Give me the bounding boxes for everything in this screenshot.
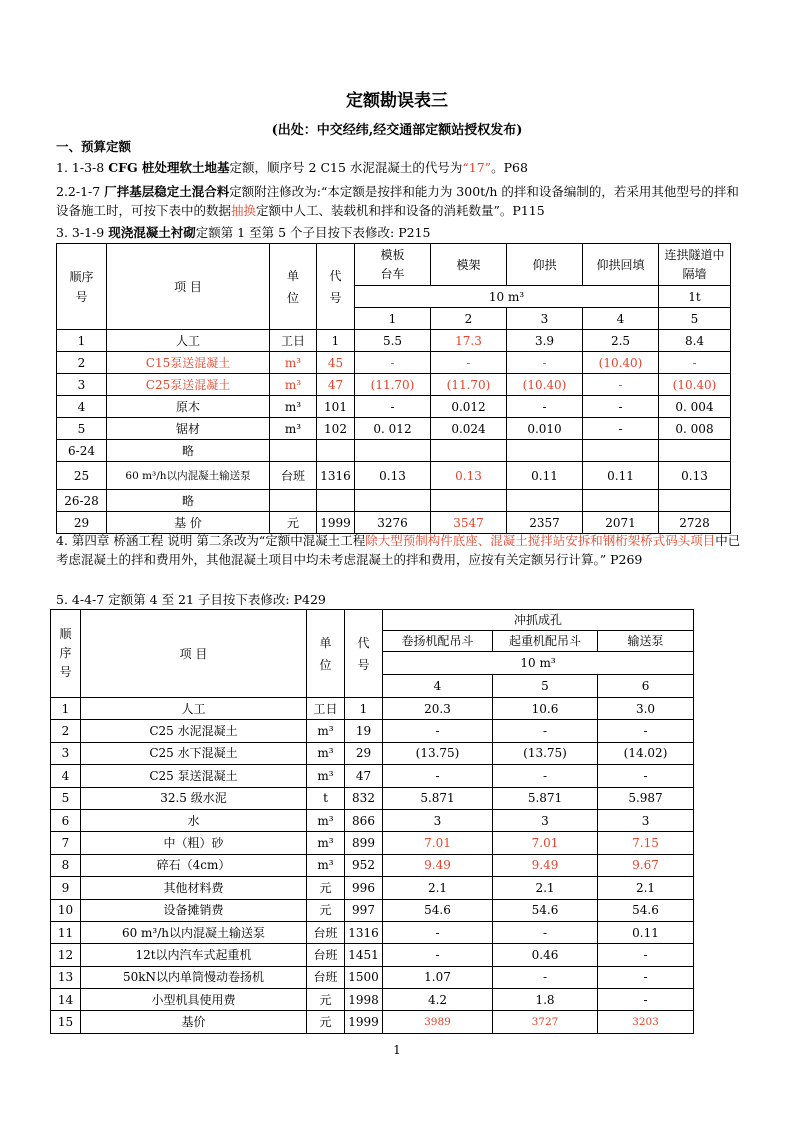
cell-code: 1451 <box>345 944 383 966</box>
cell-unit: m³ <box>307 854 345 876</box>
t1-header-seq: 顺序号 <box>57 244 107 330</box>
table-row <box>51 989 694 1011</box>
cell-item: C25泵送混凝土 <box>107 374 270 396</box>
table-row <box>57 440 731 462</box>
cell-value <box>659 490 731 512</box>
page-number: 1 <box>393 1043 401 1057</box>
cell-code: 1999 <box>317 512 355 534</box>
t1-header-num-2: 2 <box>431 308 507 330</box>
item-1-number: 1. 1-3-8 <box>56 160 109 175</box>
table-row <box>51 877 694 899</box>
t1-header-num-5: 5 <box>659 308 731 330</box>
t2-header-num-3: 6 <box>598 675 694 698</box>
cell-seq: 2 <box>51 720 81 742</box>
table-row <box>51 720 694 742</box>
cell-value <box>355 490 431 512</box>
cell-value: 9.49 <box>383 854 493 876</box>
cell-value <box>583 490 659 512</box>
cell-value: 2071 <box>583 512 659 534</box>
item-3-subject: 现浇混凝土衬砌 <box>108 225 196 240</box>
table-grab-drilling <box>50 609 694 1034</box>
cell-seq: 13 <box>51 966 81 988</box>
cell-value: 3989 <box>383 1011 493 1033</box>
cell-value: 0. 004 <box>659 396 731 418</box>
t2-header-num-2: 5 <box>493 675 598 698</box>
cell-item: 锯材 <box>107 418 270 440</box>
t2-header-col-2: 起重机配吊斗 <box>493 631 598 652</box>
cell-code: 832 <box>345 787 383 809</box>
cell-value: - <box>659 352 731 374</box>
cell-unit: m³ <box>270 396 317 418</box>
t2-header-unit-a: 10 m³ <box>383 652 694 675</box>
t2-header-col-1: 卷扬机配吊斗 <box>383 631 493 652</box>
cell-seq: 15 <box>51 1011 81 1033</box>
cell-unit: m³ <box>307 765 345 787</box>
cell-value: (13.75) <box>493 742 598 764</box>
cell-unit: m³ <box>270 352 317 374</box>
t1-header-unit-b: 1t <box>659 286 731 308</box>
cell-unit: 台班 <box>307 966 345 988</box>
cell-code: 101 <box>317 396 355 418</box>
cell-code: 952 <box>345 854 383 876</box>
cell-seq: 8 <box>51 854 81 876</box>
cell-value: 0.13 <box>659 462 731 490</box>
cell-code: 1999 <box>345 1011 383 1033</box>
item-2 <box>56 182 746 220</box>
cell-seq: 3 <box>57 374 107 396</box>
cell-value: - <box>431 352 507 374</box>
cell-item: 60 m³/h以内混凝土输送泵 <box>107 462 270 490</box>
cell-seq: 29 <box>57 512 107 534</box>
cell-value: 0. 012 <box>355 418 431 440</box>
cell-value: - <box>383 720 493 742</box>
cell-unit: 台班 <box>307 944 345 966</box>
cell-value: (10.40) <box>507 374 583 396</box>
cell-unit: 工日 <box>307 698 345 720</box>
cell-code: 1500 <box>345 966 383 988</box>
table-row <box>57 490 731 512</box>
cell-item: 中（粗）砂 <box>81 832 307 854</box>
cell-value: - <box>493 966 598 988</box>
cell-seq: 5 <box>51 787 81 809</box>
t1-header-col-3: 仰拱 <box>507 244 583 286</box>
cell-seq: 3 <box>51 742 81 764</box>
item-3-number: 3. 3-1-9 <box>56 225 109 240</box>
t2-header-seq: 顺序号 <box>51 610 81 698</box>
cell-value: 3727 <box>493 1011 598 1033</box>
cell-seq: 6 <box>51 809 81 831</box>
cell-unit: 台班 <box>270 462 317 490</box>
table-row <box>51 809 694 831</box>
cell-seq: 4 <box>51 765 81 787</box>
cell-value: - <box>507 396 583 418</box>
cell-value: 0.11 <box>598 921 694 943</box>
cell-value <box>355 440 431 462</box>
cell-value: 3547 <box>431 512 507 534</box>
cell-item: 略 <box>107 490 270 512</box>
cell-value: 2.1 <box>383 877 493 899</box>
cell-value: 9.49 <box>493 854 598 876</box>
cell-value: - <box>493 921 598 943</box>
cell-value: 0.11 <box>583 462 659 490</box>
cell-value: - <box>355 352 431 374</box>
table-row <box>57 462 731 490</box>
cell-value: 0.46 <box>493 944 598 966</box>
cell-unit: 工日 <box>270 330 317 352</box>
cell-seq: 10 <box>51 899 81 921</box>
item-2-number: 2.2-1-7 <box>56 184 105 199</box>
cell-value <box>431 490 507 512</box>
cell-seq: 5 <box>57 418 107 440</box>
cell-value <box>431 440 507 462</box>
cell-seq: 7 <box>51 832 81 854</box>
cell-seq: 25 <box>57 462 107 490</box>
cell-unit: m³ <box>307 720 345 742</box>
cell-value: 5.5 <box>355 330 431 352</box>
cell-value: 0.13 <box>431 462 507 490</box>
cell-item: 12t以内汽车式起重机 <box>81 944 307 966</box>
cell-item: C25 泵送混凝土 <box>81 765 307 787</box>
cell-code: 47 <box>345 765 383 787</box>
table-row <box>51 787 694 809</box>
cell-unit: 元 <box>307 877 345 899</box>
cell-value <box>507 440 583 462</box>
table-row <box>51 854 694 876</box>
cell-value: - <box>583 374 659 396</box>
cell-seq: 9 <box>51 877 81 899</box>
cell-value: 0.010 <box>507 418 583 440</box>
item-3 <box>56 223 746 242</box>
item-1-subject: CFG 桩处理软土地基 <box>108 160 230 175</box>
section-heading: 一、预算定额 <box>56 139 132 154</box>
cell-value: 3 <box>598 809 694 831</box>
cell-value: - <box>383 921 493 943</box>
cell-value: 0. 008 <box>659 418 731 440</box>
cell-value: (11.70) <box>431 374 507 396</box>
t1-header-num-4: 4 <box>583 308 659 330</box>
cell-unit: 元 <box>270 512 317 534</box>
item-4 <box>56 531 746 569</box>
cell-item: 基 价 <box>107 512 270 534</box>
cell-item: 原木 <box>107 396 270 418</box>
table-row <box>57 418 731 440</box>
cell-value: - <box>383 944 493 966</box>
cell-item: 碎石（4cm） <box>81 854 307 876</box>
t2-header-code: 代号 <box>345 610 383 698</box>
cell-value: - <box>493 720 598 742</box>
cell-value: 2728 <box>659 512 731 534</box>
cell-code: 866 <box>345 809 383 831</box>
table-row <box>51 966 694 988</box>
t2-header-num-1: 4 <box>383 675 493 698</box>
table-row <box>57 374 731 396</box>
table-row <box>51 921 694 943</box>
cell-code: 1 <box>317 330 355 352</box>
cell-seq: 14 <box>51 989 81 1011</box>
cell-value <box>507 490 583 512</box>
cell-value: 54.6 <box>598 899 694 921</box>
cell-unit: m³ <box>307 832 345 854</box>
cell-value: 3.9 <box>507 330 583 352</box>
cell-code: 899 <box>345 832 383 854</box>
cell-value: 1.07 <box>383 966 493 988</box>
cell-code: 1998 <box>345 989 383 1011</box>
cell-code: 1316 <box>317 462 355 490</box>
t2-header-group: 冲抓成孔 <box>383 610 694 631</box>
cell-code: 997 <box>345 899 383 921</box>
cell-item: 60 m³/h以内混凝土输送泵 <box>81 921 307 943</box>
table-row <box>51 1011 694 1033</box>
item-2-tail: 定额中人工、装载机和拌和设备的消耗数量”。P115 <box>256 203 545 218</box>
cell-value: (14.02) <box>598 742 694 764</box>
item-1 <box>56 158 746 177</box>
cell-item: 设备摊销费 <box>81 899 307 921</box>
item-2-text: 定额附注修改为:“本定额是按拌和能力为 300t/h 的拌和设备编制的，若采用其他型号的拌和设备施工时，可按下表中的数据 <box>56 184 739 218</box>
cell-value: - <box>383 765 493 787</box>
cell-seq: 26-28 <box>57 490 107 512</box>
t1-header-num-3: 3 <box>507 308 583 330</box>
cell-value: 2357 <box>507 512 583 534</box>
cell-value: - <box>598 765 694 787</box>
item-4-tail: 中已考虑混凝土的拌和费用外，其他混凝土项目中均未考虑混凝土的拌和费用，应按有关定额另行计算。” P269 <box>56 533 741 567</box>
cell-item: C25 水泥混凝土 <box>81 720 307 742</box>
cell-unit: 台班 <box>307 921 345 943</box>
table-row <box>51 765 694 787</box>
cell-code: 1316 <box>345 921 383 943</box>
table-row <box>57 330 731 352</box>
page-title: 定额勘误表三 <box>346 91 448 111</box>
table-row <box>51 899 694 921</box>
cell-value: 7.01 <box>383 832 493 854</box>
cell-code: 19 <box>345 720 383 742</box>
cell-item: C15泵送混凝土 <box>107 352 270 374</box>
t1-header-col-4: 仰拱回填 <box>583 244 659 286</box>
cell-item: C25 水下混凝土 <box>81 742 307 764</box>
cell-item: 人工 <box>81 698 307 720</box>
t1-header-col-5: 连拱隧道中隔墙 <box>659 244 731 286</box>
cell-value: 5.987 <box>598 787 694 809</box>
cell-unit: m³ <box>270 418 317 440</box>
item-4-highlight: 除大型预制构件底座、混凝土搅拌站安拆和钢桁架桥式码头项目 <box>365 533 716 548</box>
cell-code: 102 <box>317 418 355 440</box>
cell-unit: m³ <box>307 742 345 764</box>
cell-value: 3203 <box>598 1011 694 1033</box>
cell-item: 人工 <box>107 330 270 352</box>
item-2-highlight: 抽换 <box>231 203 257 218</box>
cell-value: 0.11 <box>507 462 583 490</box>
item-2-subject: 厂拌基层稳定土混合料 <box>104 184 230 199</box>
cell-unit: t <box>307 787 345 809</box>
cell-code <box>317 440 355 462</box>
cell-code: 29 <box>345 742 383 764</box>
cell-value: - <box>598 944 694 966</box>
cell-code: 1 <box>345 698 383 720</box>
cell-value: 3276 <box>355 512 431 534</box>
t1-header-col-2: 模架 <box>431 244 507 286</box>
t1-header-unit-a: 10 m³ <box>355 286 659 308</box>
cell-value <box>659 440 731 462</box>
cell-value: 10.6 <box>493 698 598 720</box>
cell-value: - <box>493 765 598 787</box>
cell-item: 其他材料费 <box>81 877 307 899</box>
cell-seq: 1 <box>57 330 107 352</box>
cell-value: 1.8 <box>493 989 598 1011</box>
cell-seq: 12 <box>51 944 81 966</box>
cell-value: 4.2 <box>383 989 493 1011</box>
cell-value: 54.6 <box>493 899 598 921</box>
cell-value: - <box>507 352 583 374</box>
cell-value: - <box>583 396 659 418</box>
cell-value: 0.012 <box>431 396 507 418</box>
cell-unit <box>270 440 317 462</box>
t1-header-code: 代号 <box>317 244 355 330</box>
cell-code: 45 <box>317 352 355 374</box>
cell-value: 7.01 <box>493 832 598 854</box>
cell-item: 水 <box>81 809 307 831</box>
table-row <box>51 742 694 764</box>
cell-unit <box>270 490 317 512</box>
item-1-text: 定额，顺序号 2 C15 水泥混凝土的代号为 <box>229 160 463 175</box>
cell-value: 3 <box>493 809 598 831</box>
cell-seq: 4 <box>57 396 107 418</box>
cell-value: 3 <box>383 809 493 831</box>
cell-unit: 元 <box>307 1011 345 1033</box>
item-4-text: 4. 第四章 桥涵工程 说明 第二条改为“定额中混凝土工程 <box>56 533 366 548</box>
cell-value: - <box>355 396 431 418</box>
cell-unit: m³ <box>307 809 345 831</box>
table-row <box>51 698 694 720</box>
cell-value: 8.4 <box>659 330 731 352</box>
cell-unit: 元 <box>307 899 345 921</box>
cell-item: 略 <box>107 440 270 462</box>
page-subtitle: (出处：中交经纬,经交通部定额站授权发布) <box>271 123 523 138</box>
cell-code: 996 <box>345 877 383 899</box>
cell-item: 32.5 级水泥 <box>81 787 307 809</box>
item-3-text: 定额第 1 至第 5 个子目按下表修改: P215 <box>195 225 431 240</box>
cell-unit: 元 <box>307 989 345 1011</box>
cell-value: (10.40) <box>659 374 731 396</box>
t2-header-unit: 单位 <box>307 610 345 698</box>
cell-value: (10.40) <box>583 352 659 374</box>
cell-value: (11.70) <box>355 374 431 396</box>
item-1-page: 。P68 <box>491 160 528 175</box>
cell-value: 5.871 <box>493 787 598 809</box>
cell-value: 2.1 <box>598 877 694 899</box>
table-row <box>51 944 694 966</box>
table-tunnel-lining <box>56 243 731 534</box>
cell-value: 0.13 <box>355 462 431 490</box>
cell-item: 小型机具使用费 <box>81 989 307 1011</box>
cell-value: - <box>583 418 659 440</box>
t2-header-col-3: 输送泵 <box>598 631 694 652</box>
table-row <box>51 832 694 854</box>
cell-value: (13.75) <box>383 742 493 764</box>
cell-value: 5.871 <box>383 787 493 809</box>
t1-header-col-1: 模板台车 <box>355 244 431 286</box>
cell-seq: 1 <box>51 698 81 720</box>
cell-value: - <box>598 966 694 988</box>
item-5: 5. 4-4-7 定额第 4 至 21 子目按下表修改: P429 <box>56 592 326 607</box>
t2-header-item: 项 目 <box>81 610 307 698</box>
cell-value: 3.0 <box>598 698 694 720</box>
cell-value: 17.3 <box>431 330 507 352</box>
cell-value: 2.5 <box>583 330 659 352</box>
cell-unit: m³ <box>270 374 317 396</box>
cell-value: 2.1 <box>493 877 598 899</box>
cell-value: 0.024 <box>431 418 507 440</box>
cell-value: 54.6 <box>383 899 493 921</box>
t1-header-unit: 单位 <box>270 244 317 330</box>
table-row <box>57 352 731 374</box>
cell-value <box>583 440 659 462</box>
cell-value: 9.67 <box>598 854 694 876</box>
cell-value: 20.3 <box>383 698 493 720</box>
table-row <box>57 396 731 418</box>
cell-value: - <box>598 720 694 742</box>
cell-seq: 11 <box>51 921 81 943</box>
t1-header-num-1: 1 <box>355 308 431 330</box>
cell-code: 47 <box>317 374 355 396</box>
cell-seq: 2 <box>57 352 107 374</box>
t1-header-item: 项 目 <box>107 244 270 330</box>
cell-value: 7.15 <box>598 832 694 854</box>
cell-value: - <box>598 989 694 1011</box>
cell-code <box>317 490 355 512</box>
cell-item: 50kN以内单筒慢动卷扬机 <box>81 966 307 988</box>
cell-item: 基价 <box>81 1011 307 1033</box>
item-1-code: “17” <box>462 160 492 175</box>
cell-seq: 6-24 <box>57 440 107 462</box>
